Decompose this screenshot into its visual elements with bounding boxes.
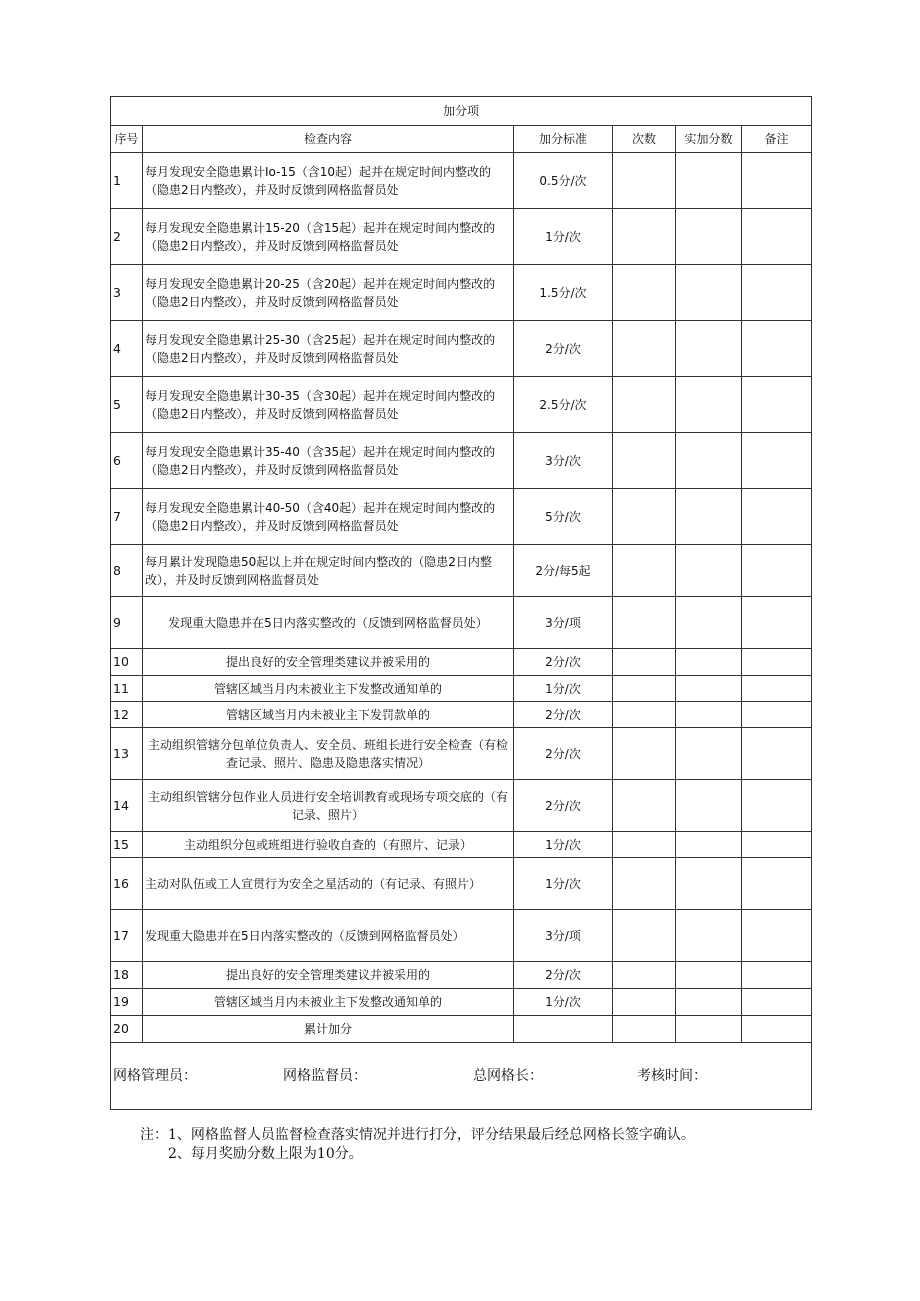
row-actual-score-cell xyxy=(676,321,742,377)
table-row xyxy=(111,910,812,962)
row-actual-score-cell xyxy=(676,780,742,832)
table-row xyxy=(111,433,812,489)
row-standard: 3分/次 xyxy=(514,433,613,489)
row-remark-cell xyxy=(742,1016,812,1043)
row-actual-score-cell xyxy=(676,676,742,702)
row-count-cell xyxy=(613,858,676,910)
row-actual-score-cell xyxy=(676,377,742,433)
row-content: 每月发现安全隐患累计20-25（含20起）起并在规定时间内整改的（隐患2日内整改），并及时反馈到网格监督员处 xyxy=(143,265,514,321)
row-number: 5 xyxy=(111,377,143,433)
row-content: 管辖区域当月内未被业主下发罚款单的 xyxy=(143,702,514,728)
row-content: 每月发现安全隐患累计30-35（含30起）起并在规定时间内整改的（隐患2日内整改），并及时反馈到网格监督员处 xyxy=(143,377,514,433)
row-number: 13 xyxy=(111,728,143,780)
row-remark-cell xyxy=(742,962,812,989)
signature-cell xyxy=(111,1043,812,1110)
row-actual-score-cell xyxy=(676,702,742,728)
row-number: 19 xyxy=(111,989,143,1016)
table-row xyxy=(111,962,812,989)
row-actual-score-cell xyxy=(676,962,742,989)
row-actual-score-cell xyxy=(676,832,742,858)
header-row xyxy=(111,126,812,153)
row-content: 管辖区域当月内未被业主下发整改通知单的 xyxy=(143,989,514,1016)
row-content: 累计加分 xyxy=(143,1016,514,1043)
row-count-cell xyxy=(613,649,676,676)
row-number: 20 xyxy=(111,1016,143,1043)
row-number: 18 xyxy=(111,962,143,989)
row-number: 14 xyxy=(111,780,143,832)
note-line-2: 2、每月奖励分数上限为10分。 xyxy=(168,1146,363,1162)
row-standard: 2分/次 xyxy=(514,780,613,832)
header-actual: 实加分数 xyxy=(676,126,742,153)
row-standard: 2分/每5起 xyxy=(514,545,613,597)
row-remark-cell xyxy=(742,265,812,321)
row-content: 主动对队伍或工人宣贯行为安全之星活动的（有记录、有照片） xyxy=(143,858,514,910)
row-count-cell xyxy=(613,265,676,321)
title-row xyxy=(111,97,812,126)
row-actual-score-cell xyxy=(676,265,742,321)
row-remark-cell xyxy=(742,321,812,377)
header-content: 检查内容 xyxy=(143,126,514,153)
row-actual-score-cell xyxy=(676,728,742,780)
row-standard: 2分/次 xyxy=(514,649,613,676)
row-actual-score-cell xyxy=(676,989,742,1016)
row-number: 12 xyxy=(111,702,143,728)
row-count-cell xyxy=(613,433,676,489)
row-remark-cell xyxy=(742,728,812,780)
header-count: 次数 xyxy=(613,126,676,153)
row-number: 3 xyxy=(111,265,143,321)
row-number: 7 xyxy=(111,489,143,545)
row-standard: 1分/次 xyxy=(514,676,613,702)
row-remark-cell xyxy=(742,433,812,489)
row-actual-score-cell xyxy=(676,597,742,649)
row-number: 1 xyxy=(111,153,143,209)
row-actual-score-cell xyxy=(676,153,742,209)
row-standard: 3分/项 xyxy=(514,910,613,962)
row-number: 11 xyxy=(111,676,143,702)
row-content: 主动组织管辖分包作业人员进行安全培训教育或现场专项交底的（有记录、照片） xyxy=(143,780,514,832)
table-row xyxy=(111,989,812,1016)
row-count-cell xyxy=(613,377,676,433)
row-content: 每月发现安全隐患累计Io-15（含10起）起并在规定时间内整改的（隐患2日内整改），并及时反馈到网格监督员处 xyxy=(143,153,514,209)
row-standard: 2分/次 xyxy=(514,702,613,728)
row-standard: 5分/次 xyxy=(514,489,613,545)
row-count-cell xyxy=(613,702,676,728)
table-row xyxy=(111,676,812,702)
table-row xyxy=(111,728,812,780)
row-remark-cell xyxy=(742,910,812,962)
row-count-cell xyxy=(613,597,676,649)
row-count-cell xyxy=(613,1016,676,1043)
row-number: 16 xyxy=(111,858,143,910)
row-content: 每月发现安全隐患累计25-30（含25起）起并在规定时间内整改的（隐患2日内整改），并及时反馈到网格监督员处 xyxy=(143,321,514,377)
row-remark-cell xyxy=(742,702,812,728)
row-content: 管辖区域当月内未被业主下发整改通知单的 xyxy=(143,676,514,702)
row-actual-score-cell xyxy=(676,489,742,545)
header-standard: 加分标准 xyxy=(514,126,613,153)
row-actual-score-cell xyxy=(676,545,742,597)
table-row xyxy=(111,649,812,676)
row-actual-score-cell xyxy=(676,433,742,489)
row-standard: 1分/次 xyxy=(514,858,613,910)
row-number: 17 xyxy=(111,910,143,962)
row-remark-cell xyxy=(742,597,812,649)
row-standard xyxy=(514,1016,613,1043)
row-actual-score-cell xyxy=(676,649,742,676)
table-row xyxy=(111,153,812,209)
row-content: 每月发现安全隐患累计40-50（含40起）起并在规定时间内整改的（隐患2日内整改），并及时反馈到网格监督员处 xyxy=(143,489,514,545)
signature-row xyxy=(111,1043,812,1110)
row-remark-cell xyxy=(742,377,812,433)
row-count-cell xyxy=(613,910,676,962)
assessment-time-label: 考核时间： xyxy=(637,1068,707,1084)
row-standard: 3分/项 xyxy=(514,597,613,649)
header-no: 序号 xyxy=(111,126,143,153)
row-content: 发现重大隐患并在5日内落实整改的（反馈到网格监督员处） xyxy=(143,597,514,649)
row-remark-cell xyxy=(742,545,812,597)
row-number: 15 xyxy=(111,832,143,858)
table-row xyxy=(111,702,812,728)
row-standard: 2.5分/次 xyxy=(514,377,613,433)
grid-supervisor-label: 网格监督员： xyxy=(283,1068,367,1084)
row-count-cell xyxy=(613,989,676,1016)
row-number: 6 xyxy=(111,433,143,489)
footnotes xyxy=(140,1126,695,1164)
row-number: 10 xyxy=(111,649,143,676)
bonus-score-table xyxy=(110,96,812,1110)
note-line-1: 注：1、网格监督人员监督检查落实情况并进行打分，评分结果最后经总网格长签字确认。 xyxy=(140,1127,695,1143)
row-content: 每月累计发现隐患50起以上并在规定时间内整改的（隐患2日内整改），并及时反馈到网格监督员处 xyxy=(143,545,514,597)
row-count-cell xyxy=(613,962,676,989)
row-number: 2 xyxy=(111,209,143,265)
table-row xyxy=(111,780,812,832)
row-standard: 2分/次 xyxy=(514,962,613,989)
row-count-cell xyxy=(613,321,676,377)
row-standard: 1.5分/次 xyxy=(514,265,613,321)
row-remark-cell xyxy=(742,489,812,545)
table-row xyxy=(111,832,812,858)
section-title: 加分项 xyxy=(111,97,812,126)
table-row xyxy=(111,265,812,321)
row-remark-cell xyxy=(742,649,812,676)
row-remark-cell xyxy=(742,676,812,702)
row-count-cell xyxy=(613,676,676,702)
row-standard: 2分/次 xyxy=(514,321,613,377)
row-count-cell xyxy=(613,209,676,265)
row-actual-score-cell xyxy=(676,209,742,265)
table-row xyxy=(111,597,812,649)
row-count-cell xyxy=(613,728,676,780)
row-count-cell xyxy=(613,832,676,858)
row-remark-cell xyxy=(742,780,812,832)
table-row xyxy=(111,858,812,910)
row-count-cell xyxy=(613,780,676,832)
row-standard: 1分/次 xyxy=(514,209,613,265)
table-row xyxy=(111,377,812,433)
row-actual-score-cell xyxy=(676,910,742,962)
table-row xyxy=(111,545,812,597)
table-row xyxy=(111,1016,812,1043)
row-standard: 1分/次 xyxy=(514,832,613,858)
row-standard: 0.5分/次 xyxy=(514,153,613,209)
table-row xyxy=(111,489,812,545)
row-number: 8 xyxy=(111,545,143,597)
row-number: 4 xyxy=(111,321,143,377)
row-remark-cell xyxy=(742,153,812,209)
row-content: 提出良好的安全管理类建议并被采用的 xyxy=(143,962,514,989)
grid-manager-label: 网格管理员： xyxy=(113,1068,197,1084)
row-count-cell xyxy=(613,153,676,209)
row-content: 主动组织管辖分包单位负责人、安全员、班组长进行安全检查（有检查记录、照片、隐患及隐患落实情况） xyxy=(143,728,514,780)
row-count-cell xyxy=(613,489,676,545)
row-count-cell xyxy=(613,545,676,597)
row-number: 9 xyxy=(111,597,143,649)
row-remark-cell xyxy=(742,832,812,858)
row-content: 每月发现安全隐患累计15-20（含15起）起并在规定时间内整改的（隐患2日内整改），并及时反馈到网格监督员处 xyxy=(143,209,514,265)
row-remark-cell xyxy=(742,858,812,910)
table-row xyxy=(111,209,812,265)
row-remark-cell xyxy=(742,989,812,1016)
row-content: 每月发现安全隐患累计35-40（含35起）起并在规定时间内整改的（隐患2日内整改），并及时反馈到网格监督员处 xyxy=(143,433,514,489)
row-standard: 2分/次 xyxy=(514,728,613,780)
row-actual-score-cell xyxy=(676,858,742,910)
chief-grid-leader-label: 总网格长： xyxy=(473,1068,543,1084)
row-content: 提出良好的安全管理类建议并被采用的 xyxy=(143,649,514,676)
table-row xyxy=(111,321,812,377)
bonus-score-sheet xyxy=(110,96,811,1110)
row-content: 发现重大隐患并在5日内落实整改的（反馈到网格监督员处） xyxy=(143,910,514,962)
row-remark-cell xyxy=(742,209,812,265)
row-actual-score-cell xyxy=(676,1016,742,1043)
header-remark: 备注 xyxy=(742,126,812,153)
row-content: 主动组织分包或班组进行验收自查的（有照片、记录） xyxy=(143,832,514,858)
row-standard: 1分/次 xyxy=(514,989,613,1016)
